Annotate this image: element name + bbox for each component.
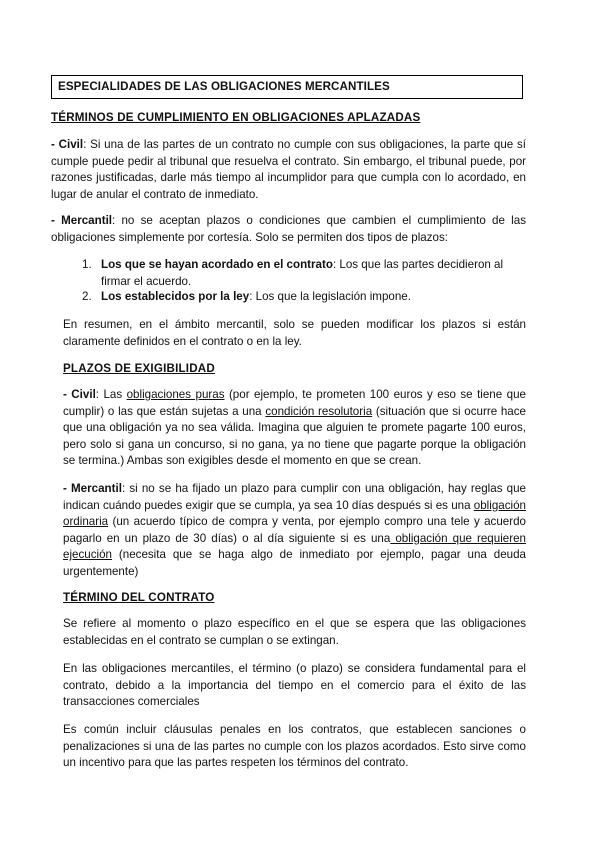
list-item-text: : Los que la legislación impone. [249,290,411,303]
mercantil-text: (necesita que se haga algo de inmediato por ejemplo, pagar una deuda urgentemente) [63,548,526,578]
mercantil-label: - Mercantil [51,214,113,227]
mercantil-text: : no se aceptan plazos o condiciones que cambien el cumplimiento de las obligaciones simplemente por cortesía. Solo se permiten dos tipos de plazos: [51,214,527,244]
term-condicion-resolutoria: condición resolutoria [265,404,373,418]
document-title: ESPECIALIDADES DE LAS OBLIGACIONES MERCANTILES [51,75,523,99]
civil-text: (por ejemplo, te prometen 100 euros y eso se tiene que cumplir) o las que están sujetas a una [63,388,526,418]
list-item-number: 2. [82,290,92,303]
civil-text: : Las [95,388,127,401]
section-heading-termino-contrato: TÉRMINO DEL CONTRATO [63,591,215,604]
paragraph-termino-definicion: Se refiere al momento o plazo específico en el que se espera que las obligaciones establecidas en el contrato se cumplan o se extingan. [63,617,526,647]
paragraph-termino-mercantil: En las obligaciones mercantiles, el término (o plazo) se considera fundamental para el contrato, debido a la importancia del tiempo en el comercio para el éxito de las transacciones comerciales [63,662,526,708]
paragraph-civil-exigibilidad [63,387,526,470]
mercantil-text: (un acuerdo típico de compra y venta, por ejemplo compro una tele y acuerdo pagarlo en un plazo de 30 días) o al día siguiente si es una [63,515,526,545]
list-item-number: 1. [82,258,92,271]
civil-label: - Civil [63,388,96,401]
paragraph-mercantil-cumplimiento [51,213,526,246]
list-item-bold: Los establecidos por la ley [101,290,250,303]
term-obligacion-ordinaria: obligación ordinaria [63,498,526,528]
term-obligacion-ejecucion: obligación que requieren ejecución [63,531,526,561]
paragraph-resumen: En resumen, en el ámbito mercantil, solo se pueden modificar los plazos si están claramente definidos en el contrato o en la ley. [63,318,526,348]
paragraph-civil-cumplimiento [51,137,526,203]
mercantil-text: : si no se ha fijado un plazo para cumplir con una obligación, hay reglas que indican cuándo puedes exigir que se cumpla, ya sea 10 días después si es una [63,482,526,512]
civil-label: - Civil [51,138,84,151]
section-heading-terminos-cumplimiento: TÉRMINOS DE CUMPLIMIENTO EN OBLIGACIONES APLAZADAS [51,111,421,124]
section-heading-plazos-exigibilidad: PLAZOS DE EXIGIBILIDAD [63,362,215,375]
paragraph-mercantil-exigibilidad [63,481,526,580]
civil-text: (situación que si ocurre hace que una obligación ya no sea válida. Imagina que alguien te promete pagarte 100 euros, pero solo si gana un concurso, si no gana, ya no tiene que pagarte porque la obligación se termina.) Ambas son exigibles desde el momento en que se crean. [63,404,526,467]
paragraph-clausulas-penales: Es común incluir cláusulas penales en los contratos, que establecen sanciones o penalizaciones si una de las partes no cumple con los plazos acordados. Esto sirve como un incentivo para que las partes respeten los términos del contrato. [63,723,526,769]
mercantil-label: - Mercantil [63,482,122,495]
list-item-bold: Los que se hayan acordado en el contrato [101,258,333,271]
list-item-text: : Los que las partes decidieron al firmar el acuerdo. [101,258,504,288]
civil-text: : Si una de las partes de un contrato no cumple con sus obligaciones, la parte que sí cumple puede pedir al tribunal que resuelva el contrato. Sin embargo, el tribunal puede, por razones justificadas, darle más tiempo al incumplidor para que cumpla con lo acordado, en lugar de anular el contrato de inmediato. [51,138,526,201]
term-obligaciones-puras: obligaciones puras [126,388,225,401]
